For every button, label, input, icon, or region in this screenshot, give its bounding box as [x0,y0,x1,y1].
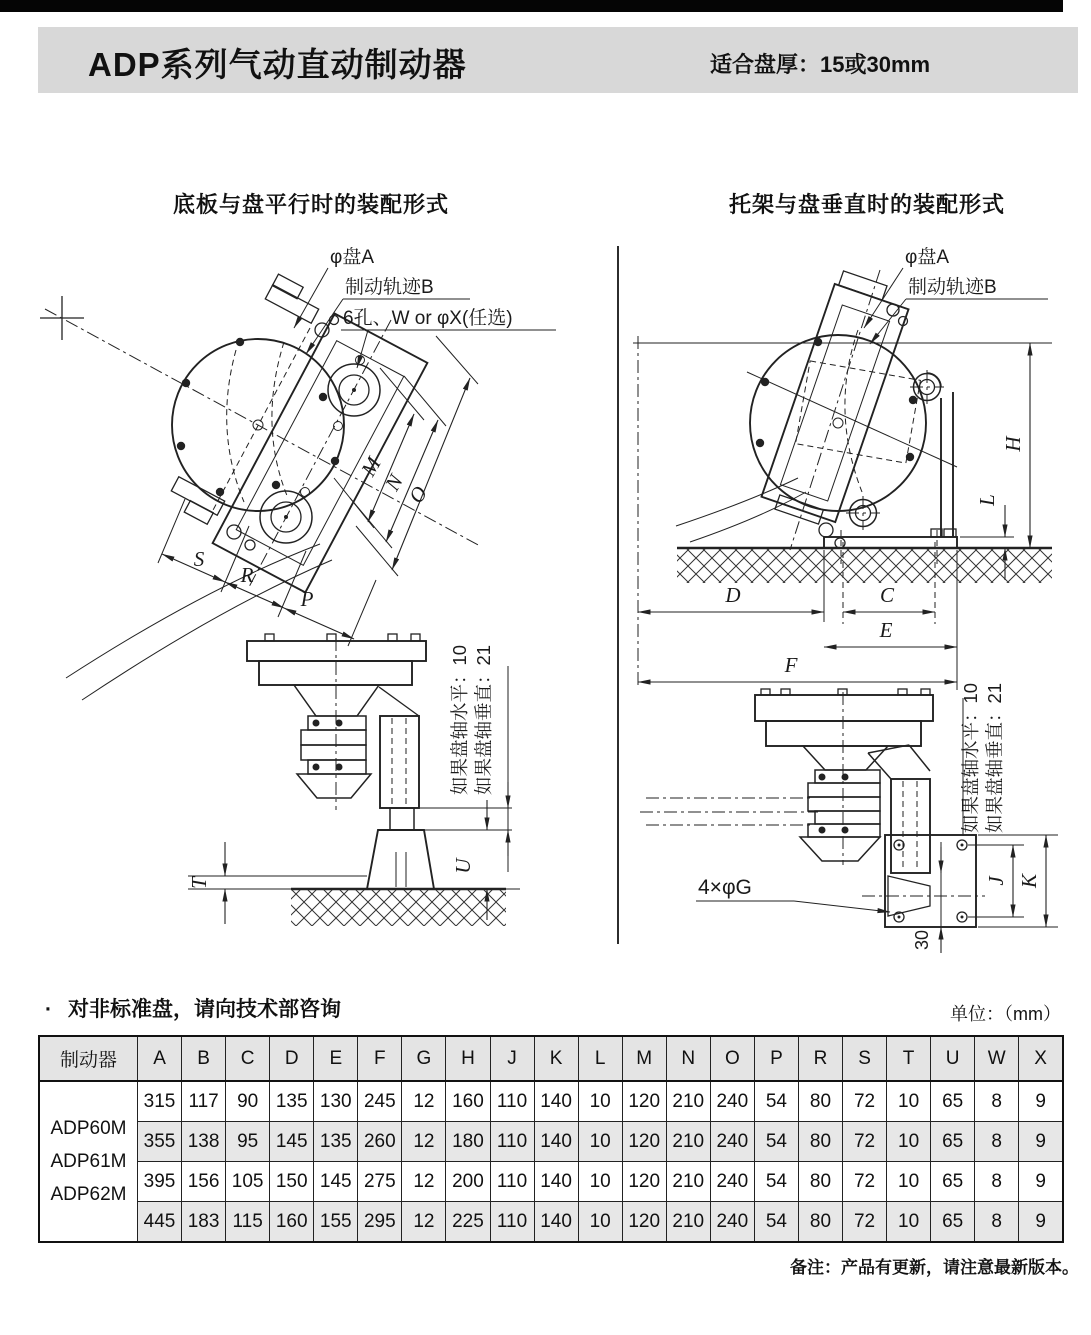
spec-cell: 240 [710,1162,754,1202]
spec-cell: 260 [358,1122,402,1162]
spec-cell: 54 [754,1081,798,1122]
column-header: X [1019,1036,1063,1081]
spec-cell: 65 [931,1122,975,1162]
right-side-view [640,683,1058,953]
column-header: E [314,1036,358,1081]
spec-cell: 120 [622,1202,666,1243]
table-row [39,1081,1063,1122]
dim-h [1001,343,1052,548]
spec-cell: 210 [666,1162,710,1202]
spec-cell: 80 [798,1122,842,1162]
spec-cell: 240 [710,1202,754,1243]
column-header: O [710,1036,754,1081]
dim-label-j: J [984,876,1008,886]
column-header: A [138,1036,182,1081]
spec-cell: 54 [754,1202,798,1243]
spec-cell: 9 [1019,1081,1063,1122]
spec-cell: 54 [754,1122,798,1162]
spec-cell: 9 [1019,1202,1063,1243]
column-header: T [887,1036,931,1081]
ground-hatch-left [291,890,506,926]
spec-cell: 210 [666,1202,710,1243]
column-header: P [754,1036,798,1081]
spec-cell: 10 [887,1202,931,1243]
spec-cell: 295 [358,1202,402,1243]
right-label-disc: φ盘A [905,247,949,268]
spec-cell: 8 [975,1081,1019,1122]
spec-cell: 135 [270,1081,314,1122]
spec-table-head-row [39,1036,1063,1081]
column-header: U [931,1036,975,1081]
caliper-body-right [761,284,908,522]
dim-label-o: O [403,481,433,508]
spec-cell: 160 [446,1081,490,1122]
table-row [39,1122,1063,1162]
column-header: W [975,1036,1019,1081]
dim-u-and-note [414,645,520,920]
model-name: ADP62M [50,1184,127,1206]
left-shaft-note-line2: 如果盘轴垂直：21 [473,644,494,796]
column-header: K [534,1036,578,1081]
spec-cell: 140 [534,1162,578,1202]
spec-cell: 10 [578,1162,622,1202]
spec-cell: 355 [138,1122,182,1162]
spec-cell: 120 [622,1162,666,1202]
spec-cell: 10 [578,1081,622,1122]
column-header: B [182,1036,226,1081]
spec-cell: 117 [182,1081,226,1122]
spec-cell: 110 [490,1122,534,1162]
spec-cell: 315 [138,1081,182,1122]
right-assembly-view [633,246,1052,690]
spec-cell: 10 [887,1122,931,1162]
spec-cell: 12 [402,1202,446,1243]
unit-note: 单位：（mm） [950,1004,1061,1024]
spec-cell: 445 [138,1202,182,1243]
left-assembly-view [40,246,556,700]
spec-cell: 160 [270,1202,314,1243]
spec-cell: 183 [182,1202,226,1243]
dim-label-d: D [725,583,741,607]
dim-label-n: N [380,470,408,495]
spec-cell: 65 [931,1081,975,1122]
spec-cell: 180 [446,1122,490,1162]
dim-label-u: U [451,858,475,874]
spec-cell: 110 [490,1162,534,1202]
spec-cell: 395 [138,1162,182,1202]
spec-cell: 210 [666,1081,710,1122]
dim-label-p: P [300,587,314,611]
spec-cell: 9 [1019,1162,1063,1202]
top-border-strip [0,0,1063,12]
spec-cell: 130 [314,1081,358,1122]
title-bar [38,27,1078,93]
spec-cell: 140 [534,1122,578,1162]
spec-cell: 115 [226,1202,270,1243]
consult-text: 对非标准盘，请向技术部咨询 [68,998,341,1021]
spec-cell: 9 [1019,1122,1063,1162]
dim-label-k: K [1017,873,1041,889]
column-header: M [622,1036,666,1081]
spec-cell: 72 [843,1122,887,1162]
spec-cell: 8 [975,1162,1019,1202]
spec-cell: 72 [843,1081,887,1122]
disc-thickness-spec [710,48,930,79]
dim-label-h: H [1001,436,1025,452]
left-diagram-title: 底板与盘平行时的装配形式 [172,192,449,217]
technical-drawing [0,230,1091,960]
spec-cell: 145 [314,1162,358,1202]
dim-label-t: T [187,877,211,889]
spec-cell: 12 [402,1122,446,1162]
dim-jk [968,835,1058,927]
spec-cell: 155 [314,1202,358,1243]
dim-lines-mno [334,336,478,576]
model-name: ADP61M [50,1150,127,1172]
spec-cell: 110 [490,1081,534,1122]
spec-cell: 120 [622,1081,666,1122]
model-cell [39,1081,138,1242]
left-label-holes: 6孔、W or φX(任选) [343,308,513,329]
spec-cell: 210 [666,1122,710,1162]
spec-cell: 10 [887,1081,931,1122]
spec-cell: 80 [798,1202,842,1243]
right-shaft-note-line2: 如果盘轴垂直：21 [984,682,1005,834]
consult-note [45,993,341,1023]
column-header: J [490,1036,534,1081]
spec-cell: 10 [578,1122,622,1162]
disc-thickness-label: 适合盘厚： [710,52,821,77]
column-header: C [226,1036,270,1081]
spec-cell: 138 [182,1122,226,1162]
left-shaft-note-line1: 如果盘轴水平：10 [449,644,470,796]
dim-label-m: M [356,452,386,481]
left-side-view [187,634,520,926]
dim-label-l: L [975,494,999,506]
bullet-dot: · [45,998,52,1021]
spec-cell: 150 [270,1162,314,1202]
table-row [39,1202,1063,1243]
dim-label-s: S [193,547,205,571]
dim-label-30: 30 [912,929,932,951]
spec-cell: 12 [402,1081,446,1122]
spec-cell: 95 [226,1122,270,1162]
column-header: D [270,1036,314,1081]
spec-cell: 80 [798,1081,842,1122]
spec-cell: 90 [226,1081,270,1122]
dim-label-c: C [879,583,895,607]
column-header: G [402,1036,446,1081]
spec-cell: 105 [226,1162,270,1202]
spec-cell: 140 [534,1081,578,1122]
callout-4xg [696,876,890,912]
left-label-track: 制动轨迹B [345,277,434,298]
spec-cell: 10 [578,1202,622,1243]
dim-label-e: E [879,618,893,642]
spec-cell: 245 [358,1081,402,1122]
spec-cell: 275 [358,1162,402,1202]
spec-cell: 10 [887,1162,931,1202]
right-shaft-note-line1: 如果盘轴水平：10 [960,682,981,834]
column-header: S [843,1036,887,1081]
spec-cell: 8 [975,1202,1019,1243]
column-header: F [358,1036,402,1081]
clamp-hardware-top-right [839,271,908,326]
spec-cell: 240 [710,1122,754,1162]
dim-label-r: R [240,563,254,587]
dim-label-f: F [784,653,798,677]
spec-cell: 80 [798,1162,842,1202]
spec-table [38,1035,1064,1243]
spec-cell: 72 [843,1162,887,1202]
spec-cell: 145 [270,1122,314,1162]
spec-cell: 8 [975,1122,1019,1162]
spec-cell: 54 [754,1162,798,1202]
spec-cell: 140 [534,1202,578,1243]
spec-cell: 156 [182,1162,226,1202]
spec-cell: 72 [843,1202,887,1243]
spec-cell: 65 [931,1202,975,1243]
wall-mount-plate [862,835,985,927]
right-diagram-title: 托架与盘垂直时的装配形式 [728,192,1005,217]
spec-cell: 225 [446,1202,490,1243]
right-label-track: 制动轨迹B [908,277,997,298]
disc-thickness-value: 15或30mm [820,52,931,77]
spec-cell: 12 [402,1162,446,1202]
spec-cell: 240 [710,1081,754,1122]
model-name: ADP60M [50,1117,127,1139]
table-row [39,1162,1063,1202]
column-header: L [578,1036,622,1081]
spec-cell: 120 [622,1122,666,1162]
spec-cell: 65 [931,1162,975,1202]
column-header: H [446,1036,490,1081]
spec-cell: 135 [314,1122,358,1162]
page-title: ADP系列气动直动制动器 [88,46,467,83]
bracket [824,370,957,564]
column-header: R [798,1036,842,1081]
ground-hatch-right [677,549,1052,583]
footer-note: 备注：产品有更新，请注意最新版本。 [790,1258,1079,1277]
spec-cell: 110 [490,1202,534,1243]
spec-cell: 200 [446,1162,490,1202]
right-label-holes: 4×φG [698,876,752,899]
column-header: N [666,1036,710,1081]
left-label-disc: φ盘A [330,247,374,268]
model-column-header: 制动器 [39,1036,138,1081]
disc-circle-right [750,335,926,511]
spec-table-body [39,1081,1063,1242]
dim-30 [912,842,941,953]
